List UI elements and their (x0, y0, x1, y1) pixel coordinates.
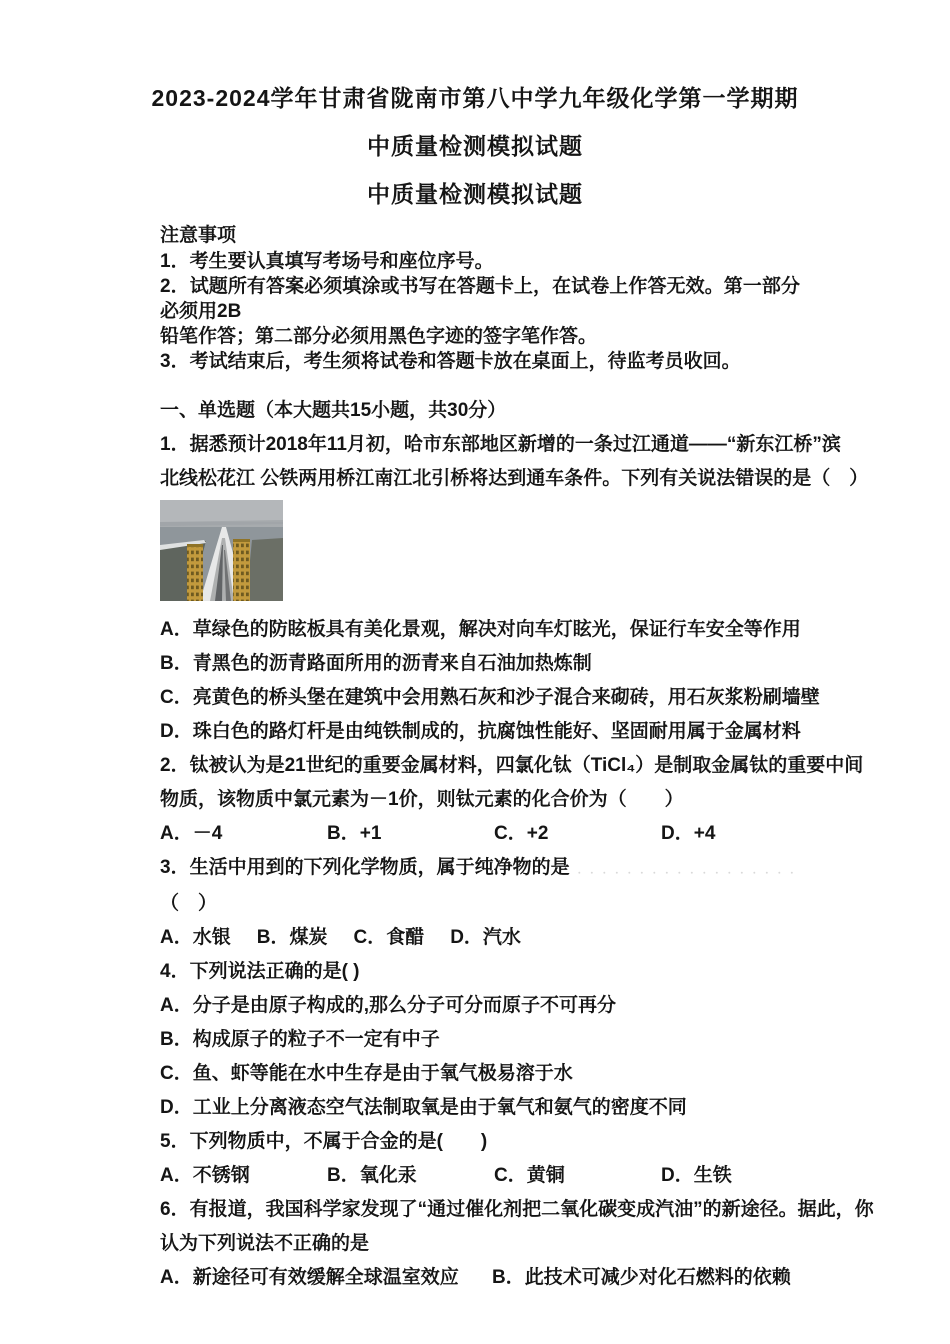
paper-title-line-2: 中质量检测模拟试题 (367, 133, 583, 159)
question-1-option-c: C．亮黄色的桥头堡在建筑中会用熟石灰和沙子混合来砌砖，用石灰浆粉刷墙壁 (160, 687, 820, 708)
question-1-text-line-2: 北线松花江 公铁两用桥江南江北引桥将达到通车条件。下列有关说法错误的是（ ） (160, 468, 869, 489)
notice-line-4: 3．考试结束后，考生须将试卷和答题卡放在桌面上，待监考员收回。 (160, 351, 741, 372)
question-3-text-line-1 (160, 851, 809, 887)
question-1-option-d: D．珠白色的路灯杆是由纯铁制成的，抗腐蚀性能好、坚固耐用属于金属材料 (160, 721, 801, 742)
notice-line-2: 2．试题所有答案必须填涂或书写在答题卡上，在试卷上作答无效。第一部分必须用2B (160, 276, 800, 322)
question-6-option-a: A．新途径可有效缓解全球温室效应 (160, 1267, 459, 1288)
question-1-option-b: B．青黑色的沥青路面所用的沥青来自石油加热炼制 (160, 653, 592, 674)
question-2-text-line-2: 物质，该物质中氯元素为－1价，则钛元素的化合价为（ ） (160, 789, 684, 810)
question-3-option-c: C．食醋 (353, 927, 425, 948)
question-4-option-c: C．鱼、虾等能在水中生存是由于氧气极易溶于水 (160, 1063, 573, 1084)
question-2-options-row (160, 817, 800, 851)
paper-title-line-3: 中质量检测模拟试题 (367, 181, 583, 207)
question-2-option-d: D．+4 (661, 823, 716, 844)
paper-title-block (0, 0, 950, 218)
question-1-text-line-1: 1．据悉预计2018年11月初，哈市东部地区新增的一条过江通道——“新东江桥”滨 (160, 434, 841, 455)
question-3-option-a: A．水银 (160, 927, 231, 948)
question-3-option-d: D．汽水 (450, 927, 521, 948)
question-3-answer-parens: （ ） (160, 893, 218, 914)
question-2-text-line-1: 2．钛被认为是21世纪的重要金属材料，四氯化钛（TiCl₄）是制取金属钛的重要中间 (160, 755, 864, 776)
notice-line-3: 铅笔作答；第二部分必须用黑色字迹的签字笔作答。 (160, 326, 598, 347)
question-5-option-a: A．不锈钢 (160, 1165, 250, 1186)
question-4-option-b: B．构成原子的粒子不一定有中子 (160, 1029, 440, 1050)
question-6-text-line-2: 认为下列说法不正确的是 (160, 1233, 370, 1254)
question-3-text: 3．生活中用到的下列化学物质，属于纯净物的是 (160, 857, 570, 878)
question-5-options-row (160, 1159, 800, 1193)
bridge-aerial-photo (160, 500, 283, 601)
question-2-option-c: C．+2 (494, 823, 549, 844)
question-1-option-a: A．草绿色的防眩板具有美化景观，解决对向车灯眩光，保证行车安全等作用 (160, 619, 801, 640)
question-4-option-a: A．分子是由原子构成的,那么分子可分而原子不可再分 (160, 995, 617, 1016)
question-6-options-row (160, 1261, 800, 1295)
question-5-option-d: D．生铁 (661, 1165, 732, 1186)
question-2-option-b: B．+1 (327, 823, 382, 844)
photo-right-bank (246, 538, 283, 601)
question-5-option-b: B．氧化汞 (327, 1165, 417, 1186)
notice-heading: 注意事项 (160, 225, 237, 246)
paper-body (160, 223, 874, 1295)
question-3-options-row (160, 921, 800, 955)
question-2-option-a: A．－4 (160, 823, 223, 844)
question-4-text-line-1: 4．下列说法正确的是( ) (160, 961, 360, 982)
question-4-option-d: D．工业上分离液态空气法制取氧是由于氧气和氨气的密度不同 (160, 1097, 687, 1118)
paper-title-line-1: 2023-2024学年甘肃省陇南市第八中学九年级化学第一学期期 (151, 85, 799, 111)
question-3-option-b: B．煤炭 (256, 927, 328, 948)
dotted-leader: ．．．．．．．．．．．．．．．．．． (577, 864, 809, 876)
question-6-text-line-1: 6．有报道，我国科学家发现了“通过催化剂把二氧化碳变成汽油”的新途径。据此，你 (160, 1199, 874, 1220)
section-heading-single-choice: 一、单选题（本大题共15小题，共30分） (160, 400, 507, 421)
question-5-text-line-1: 5．下列物质中，不属于合金的是( ) (160, 1131, 488, 1152)
question-5-option-c: C．黄铜 (494, 1165, 565, 1186)
question-6-option-b: B．此技术可减少对化石燃料的依赖 (492, 1267, 791, 1288)
notice-line-1: 1．考生要认真填写考场号和座位序号。 (160, 251, 494, 272)
